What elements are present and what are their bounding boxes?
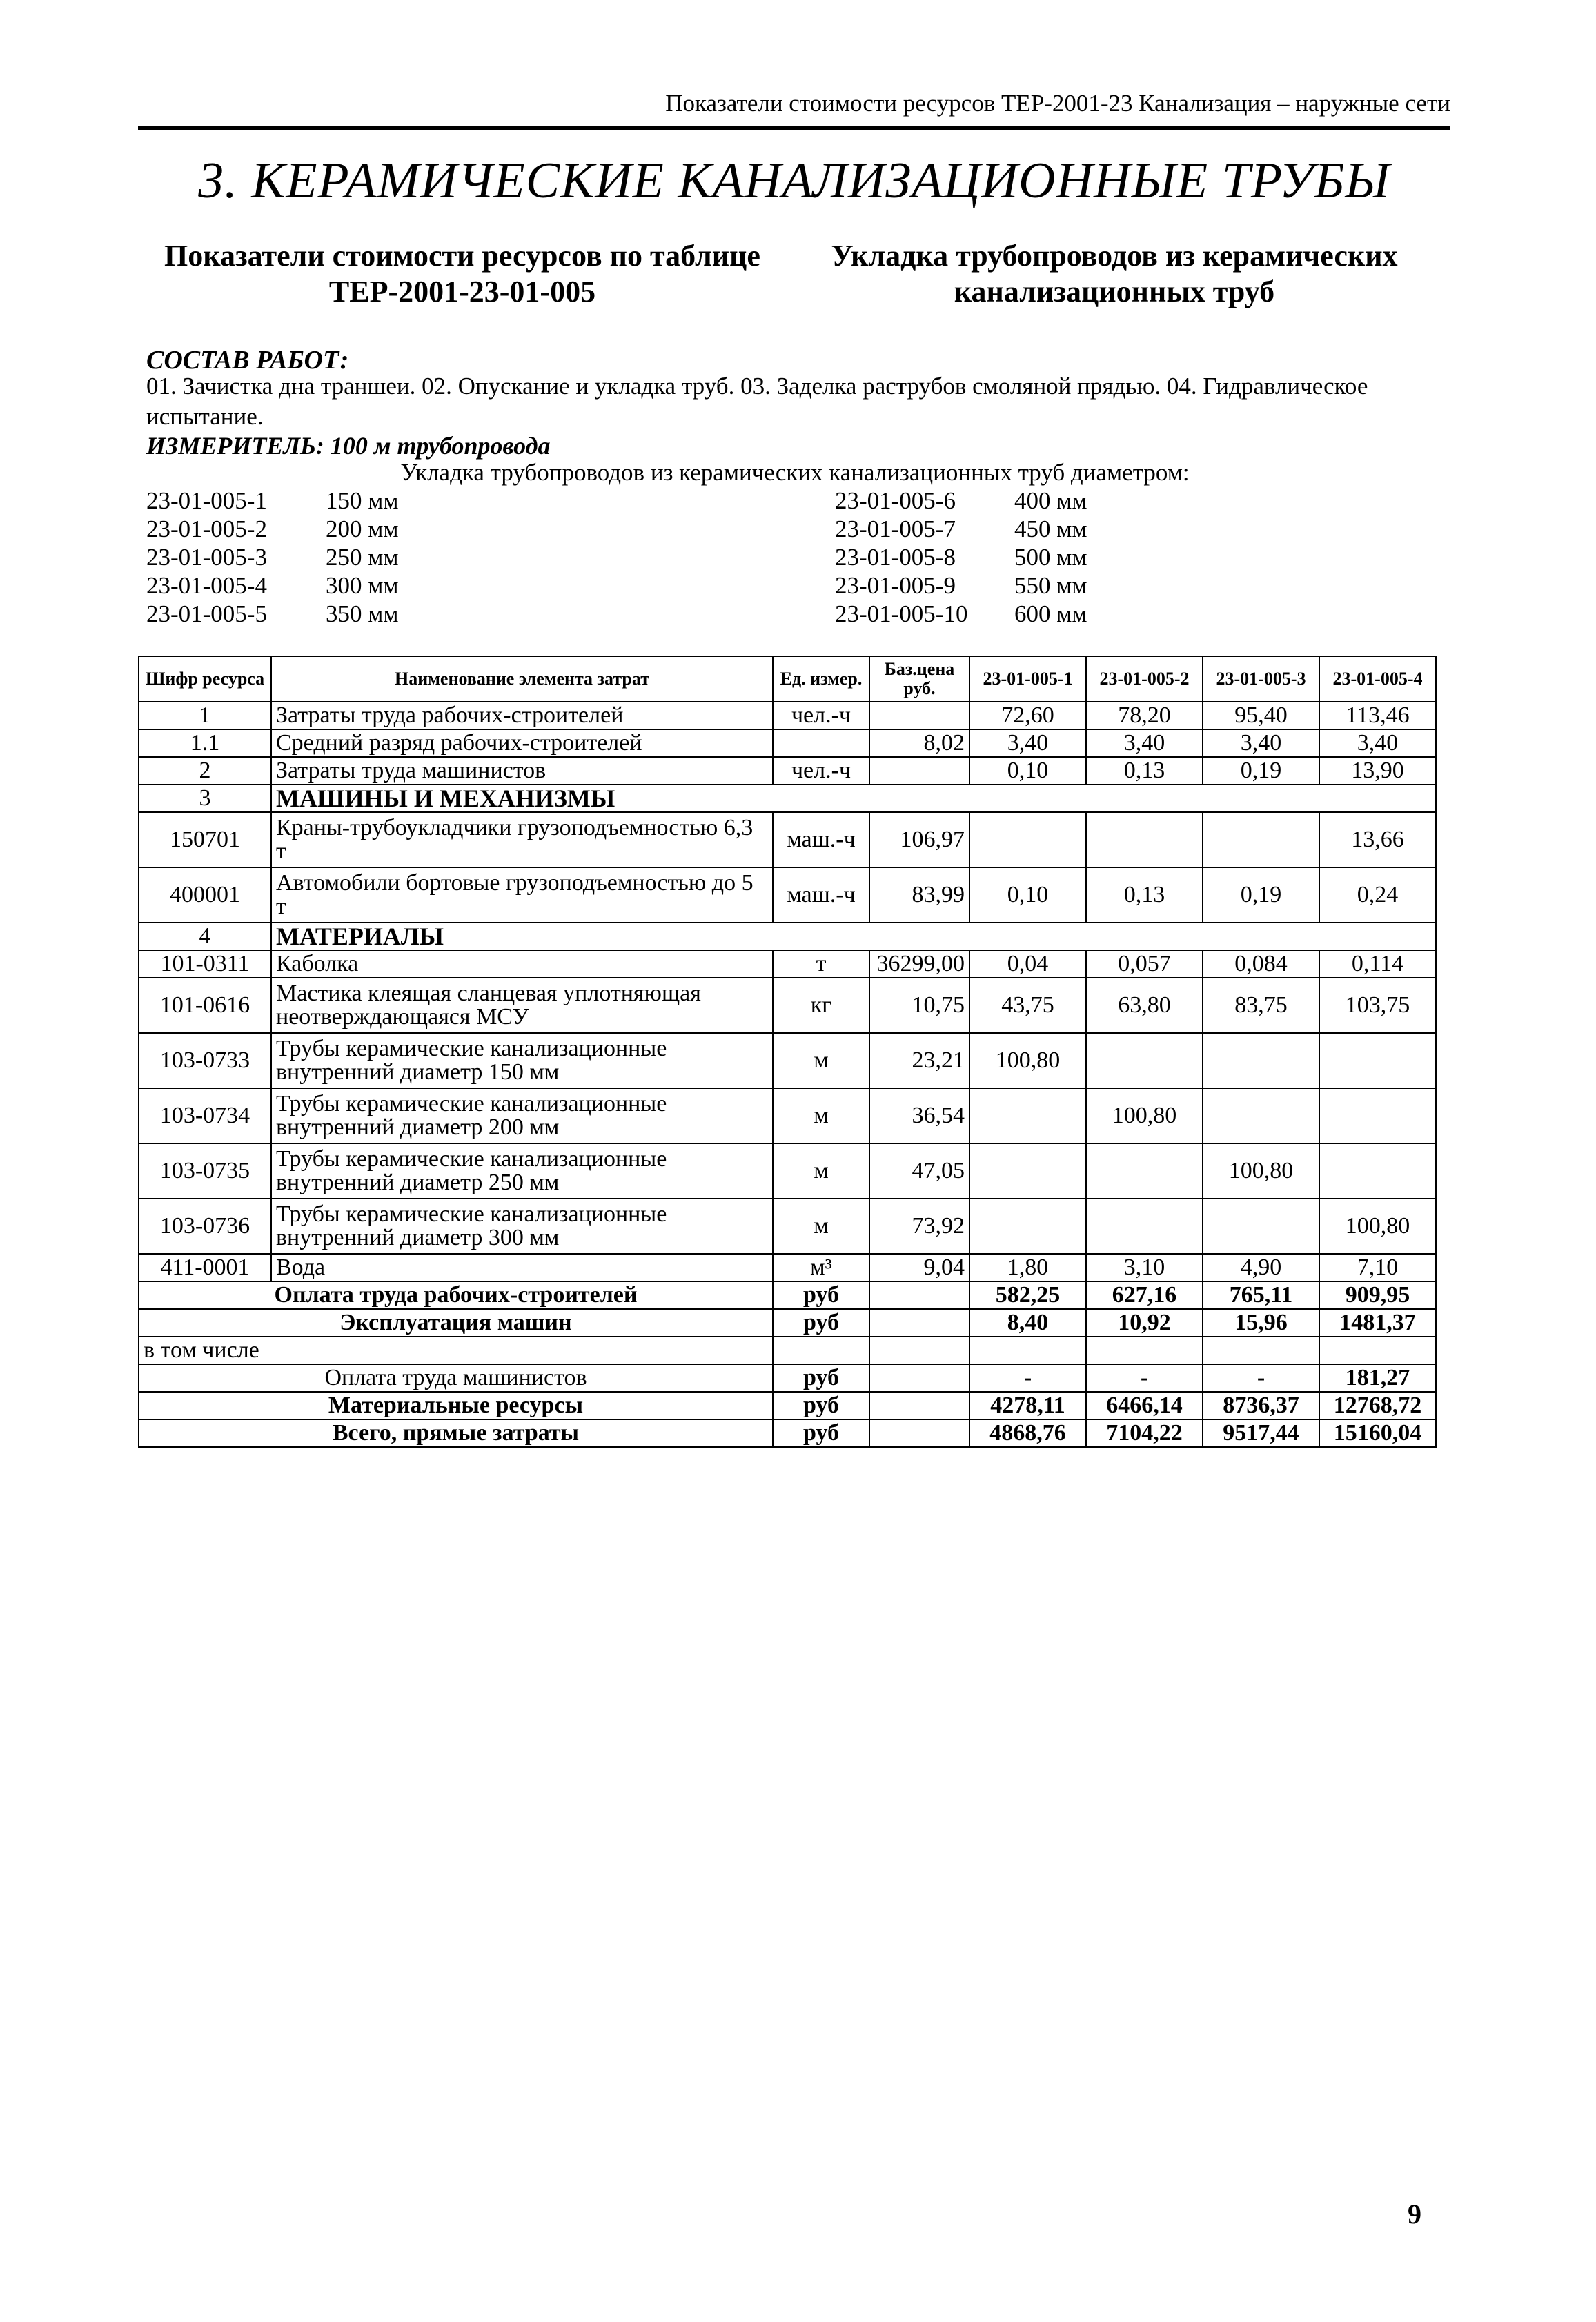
- summary-unit: руб: [773, 1419, 869, 1447]
- resource-code: 101-0311: [139, 950, 271, 978]
- value-cell: 4,90: [1203, 1254, 1319, 1281]
- resource-unit: м: [773, 1143, 869, 1199]
- summary-value: 909,95: [1319, 1281, 1436, 1309]
- summary-value: 10,92: [1086, 1309, 1203, 1337]
- resource-name: Краны-трубоукладчики грузоподъемностью 6,3 т: [271, 812, 773, 867]
- summary-value: 4868,76: [969, 1419, 1086, 1447]
- header-unit: Ед. измер.: [773, 656, 869, 702]
- resource-code: 103-0733: [139, 1033, 271, 1088]
- value-cell: 0,114: [1319, 950, 1436, 978]
- resource-name: Автомобили бортовые грузоподъемностью до 5 т: [271, 867, 773, 923]
- table-header-row: [139, 656, 1436, 702]
- base-price: 10,75: [869, 978, 969, 1033]
- table-row: [139, 702, 1436, 729]
- value-cell: 3,40: [1203, 729, 1319, 757]
- resource-name: Затраты труда рабочих-строителей: [271, 702, 773, 729]
- resource-unit: маш.-ч: [773, 812, 869, 867]
- header-variant-2: 23-01-005-2: [1086, 656, 1203, 702]
- value-cell: 3,40: [1086, 729, 1203, 757]
- empty-cell: [869, 1419, 969, 1447]
- summary-value: [1203, 1337, 1319, 1364]
- resource-name: Мастика клеящая сланцевая уплотняющая неотверждающаяся МСУ: [271, 978, 773, 1033]
- variant-item: [146, 543, 399, 571]
- table-row: [139, 1199, 1436, 1254]
- variant-diameter: 350 мм: [326, 600, 399, 627]
- resource-unit: чел.-ч: [773, 757, 869, 785]
- base-price: 83,99: [869, 867, 969, 923]
- summary-unit: руб: [773, 1281, 869, 1309]
- summary-unit: [773, 1337, 869, 1364]
- variant-code: 23-01-005-10: [835, 600, 968, 627]
- value-cell: 0,19: [1203, 757, 1319, 785]
- header-rule: [138, 126, 1450, 130]
- summary-unit: руб: [773, 1364, 869, 1392]
- section-title: МАТЕРИАЛЫ: [271, 923, 1436, 950]
- table-row: [139, 757, 1436, 785]
- table-row: [139, 978, 1436, 1033]
- value-cell: [1086, 1143, 1203, 1199]
- value-cell: 100,80: [1319, 1199, 1436, 1254]
- variant-code: 23-01-005-5: [146, 600, 267, 627]
- variant-diameter: 150 мм: [326, 487, 399, 514]
- summary-value: -: [1086, 1364, 1203, 1392]
- base-price: [869, 702, 969, 729]
- value-cell: 113,46: [1319, 702, 1436, 729]
- resource-unit: кг: [773, 978, 869, 1033]
- summary-value: 15160,04: [1319, 1419, 1436, 1447]
- value-cell: 3,10: [1086, 1254, 1203, 1281]
- value-cell: 3,40: [969, 729, 1086, 757]
- value-cell: [1319, 1033, 1436, 1088]
- resource-unit: м: [773, 1088, 869, 1143]
- value-cell: 13,66: [1319, 812, 1436, 867]
- section-title: 3. КЕРАМИЧЕСКИЕ КАНАЛИЗАЦИОННЫЕ ТРУБЫ: [198, 152, 1390, 209]
- resource-name: Трубы керамические канализационные внутренний диаметр 150 мм: [271, 1033, 773, 1088]
- table-row: [139, 950, 1436, 978]
- variant-diameter: 550 мм: [1014, 572, 1087, 599]
- summary-label: Оплата труда машинистов: [139, 1364, 773, 1392]
- variant-code: 23-01-005-2: [146, 515, 267, 542]
- empty-cell: [869, 1392, 969, 1419]
- base-price: [869, 757, 969, 785]
- empty-cell: [869, 1364, 969, 1392]
- resource-code: 400001: [139, 867, 271, 923]
- table-row: [139, 867, 1436, 923]
- value-cell: 100,80: [969, 1033, 1086, 1088]
- resource-name: Средний разряд рабочих-строителей: [271, 729, 773, 757]
- value-cell: 7,10: [1319, 1254, 1436, 1281]
- summary-value: 627,16: [1086, 1281, 1203, 1309]
- header-variant-4: 23-01-005-4: [1319, 656, 1436, 702]
- summary-value: [1086, 1337, 1203, 1364]
- variants-list-right: [835, 486, 1087, 628]
- empty-cell: [869, 1281, 969, 1309]
- resource-name: Трубы керамические канализационные внутренний диаметр 200 мм: [271, 1088, 773, 1143]
- value-cell: 0,24: [1319, 867, 1436, 923]
- variant-diameter: 600 мм: [1014, 600, 1087, 627]
- resource-unit: т: [773, 950, 869, 978]
- work-composition-text: 01. Зачистка дна траншеи. 02. Опускание и укладка труб. 03. Заделка раструбов смоляной прядью. 04. Гидравлическое испытание.: [146, 373, 1368, 430]
- value-cell: 100,80: [1203, 1143, 1319, 1199]
- resource-code: 4: [139, 923, 271, 950]
- variant-item: [835, 543, 1087, 571]
- summary-value: 8736,37: [1203, 1392, 1319, 1419]
- summary-value: [1319, 1337, 1436, 1364]
- variant-code: 23-01-005-9: [835, 572, 956, 599]
- variant-item: [835, 600, 1087, 628]
- summary-value: 181,27: [1319, 1364, 1436, 1392]
- value-cell: 0,084: [1203, 950, 1319, 978]
- value-cell: 0,057: [1086, 950, 1203, 978]
- summary-value: 6466,14: [1086, 1392, 1203, 1419]
- resource-code: 103-0734: [139, 1088, 271, 1143]
- variant-diameter: 250 мм: [326, 544, 399, 571]
- summary-label: Оплата труда рабочих-строителей: [139, 1281, 773, 1309]
- summary-row: [139, 1419, 1436, 1447]
- base-price: 23,21: [869, 1033, 969, 1088]
- summary-value: 1481,37: [1319, 1309, 1436, 1337]
- resource-unit: маш.-ч: [773, 867, 869, 923]
- header-price: Баз.цена руб.: [869, 656, 969, 702]
- summary-value: 8,40: [969, 1309, 1086, 1337]
- summary-label: Материальные ресурсы: [139, 1392, 773, 1419]
- value-cell: 0,04: [969, 950, 1086, 978]
- base-price: 36299,00: [869, 950, 969, 978]
- value-cell: [969, 1143, 1086, 1199]
- table-row: [139, 729, 1436, 757]
- value-cell: 63,80: [1086, 978, 1203, 1033]
- value-cell: 78,20: [1086, 702, 1203, 729]
- value-cell: [969, 1199, 1086, 1254]
- value-cell: 0,19: [1203, 867, 1319, 923]
- value-cell: 0,13: [1086, 867, 1203, 923]
- value-cell: 0,10: [969, 867, 1086, 923]
- summary-row: [139, 1392, 1436, 1419]
- value-cell: 0,10: [969, 757, 1086, 785]
- summary-row: [139, 1364, 1436, 1392]
- base-price: 8,02: [869, 729, 969, 757]
- summary-value: 12768,72: [1319, 1392, 1436, 1419]
- resource-unit: м³: [773, 1254, 869, 1281]
- summary-value: -: [1203, 1364, 1319, 1392]
- summary-label: Всего, прямые затраты: [139, 1419, 773, 1447]
- table-row: [139, 1143, 1436, 1199]
- variant-item: [146, 571, 399, 600]
- subtitle-right-line1: Укладка трубопроводов из керамических: [831, 239, 1398, 273]
- summary-row: [139, 1337, 1436, 1364]
- base-price: 36,54: [869, 1088, 969, 1143]
- summary-unit: руб: [773, 1392, 869, 1419]
- value-cell: 3,40: [1319, 729, 1436, 757]
- summary-label: в том числе: [139, 1337, 773, 1364]
- variant-diameter: 300 мм: [326, 572, 399, 599]
- variant-code: 23-01-005-1: [146, 487, 267, 514]
- resource-name: Каболка: [271, 950, 773, 978]
- variant-item: [146, 515, 399, 543]
- summary-row: [139, 1309, 1436, 1337]
- summary-value: 15,96: [1203, 1309, 1319, 1337]
- work-composition-heading: СОСТАВ РАБОТ:: [146, 346, 349, 375]
- table-row: [139, 1254, 1436, 1281]
- header-variant-3: 23-01-005-3: [1203, 656, 1319, 702]
- resource-code: 101-0616: [139, 978, 271, 1033]
- variant-diameter: 200 мм: [326, 515, 399, 542]
- subtitle-left-line1: Показатели стоимости ресурсов по таблице: [164, 239, 760, 273]
- resource-code: 2: [139, 757, 271, 785]
- resource-unit: м: [773, 1033, 869, 1088]
- resource-unit: чел.-ч: [773, 702, 869, 729]
- section-row: [139, 923, 1436, 950]
- summary-value: 9517,44: [1203, 1419, 1319, 1447]
- value-cell: 103,75: [1319, 978, 1436, 1033]
- summary-value: 4278,11: [969, 1392, 1086, 1419]
- resource-cost-table: [138, 656, 1437, 1448]
- summary-value: [969, 1337, 1086, 1364]
- measurement-unit: ИЗМЕРИТЕЛЬ: 100 м трубопровода: [146, 432, 551, 460]
- resource-unit: [773, 729, 869, 757]
- variant-diameter: 500 мм: [1014, 544, 1087, 571]
- value-cell: [1319, 1088, 1436, 1143]
- value-cell: 43,75: [969, 978, 1086, 1033]
- variant-code: 23-01-005-7: [835, 515, 956, 542]
- variant-code: 23-01-005-4: [146, 572, 267, 599]
- page-number: 9: [1408, 2198, 1421, 2230]
- header-name: Наименование элемента затрат: [271, 656, 773, 702]
- variants-caption: Укладка трубопроводов из керамических канализационных труб диаметром:: [400, 459, 1190, 486]
- value-cell: 95,40: [1203, 702, 1319, 729]
- variant-code: 23-01-005-6: [835, 487, 956, 514]
- summary-value: 765,11: [1203, 1281, 1319, 1309]
- value-cell: 1,80: [969, 1254, 1086, 1281]
- section-title: МАШИНЫ И МЕХАНИЗМЫ: [271, 785, 1436, 812]
- value-cell: [1203, 1088, 1319, 1143]
- summary-unit: руб: [773, 1309, 869, 1337]
- value-cell: [1086, 812, 1203, 867]
- variant-item: [146, 486, 399, 515]
- resource-name: Трубы керамические канализационные внутренний диаметр 250 мм: [271, 1143, 773, 1199]
- resource-code: 150701: [139, 812, 271, 867]
- variants-list-left: [146, 486, 399, 628]
- value-cell: [1086, 1199, 1203, 1254]
- resource-code: 103-0736: [139, 1199, 271, 1254]
- resource-code: 411-0001: [139, 1254, 271, 1281]
- base-price: 73,92: [869, 1199, 969, 1254]
- value-cell: [1203, 1199, 1319, 1254]
- base-price: 106,97: [869, 812, 969, 867]
- summary-label: Эксплуатация машин: [139, 1309, 773, 1337]
- variant-item: [835, 515, 1087, 543]
- value-cell: [1203, 1033, 1319, 1088]
- variant-code: 23-01-005-8: [835, 544, 956, 571]
- value-cell: 0,13: [1086, 757, 1203, 785]
- summary-row: [139, 1281, 1436, 1309]
- base-price: 47,05: [869, 1143, 969, 1199]
- resource-code: 1: [139, 702, 271, 729]
- value-cell: 72,60: [969, 702, 1086, 729]
- variant-diameter: 450 мм: [1014, 515, 1087, 542]
- empty-cell: [869, 1309, 969, 1337]
- resource-name: Трубы керамические канализационные внутренний диаметр 300 мм: [271, 1199, 773, 1254]
- section-row: [139, 785, 1436, 812]
- variant-diameter: 400 мм: [1014, 487, 1087, 514]
- subtitle-right-line2: канализационных труб: [954, 275, 1275, 308]
- header-variant-1: 23-01-005-1: [969, 656, 1086, 702]
- header-code: Шифр ресурса: [139, 656, 271, 702]
- value-cell: [1086, 1033, 1203, 1088]
- table-row: [139, 1088, 1436, 1143]
- variant-code: 23-01-005-3: [146, 544, 267, 571]
- subtitle-left-line2: ТЕР-2001-23-01-005: [328, 275, 596, 308]
- variant-item: [835, 571, 1087, 600]
- resource-unit: м: [773, 1199, 869, 1254]
- resource-code: 1.1: [139, 729, 271, 757]
- value-cell: 100,80: [1086, 1088, 1203, 1143]
- variant-item: [835, 486, 1087, 515]
- summary-value: 582,25: [969, 1281, 1086, 1309]
- value-cell: [969, 812, 1086, 867]
- table-row: [139, 1033, 1436, 1088]
- base-price: 9,04: [869, 1254, 969, 1281]
- summary-value: 7104,22: [1086, 1419, 1203, 1447]
- variant-item: [146, 600, 399, 628]
- value-cell: [1203, 812, 1319, 867]
- table-row: [139, 812, 1436, 867]
- running-header: Показатели стоимости ресурсов ТЕР-2001-23 Канализация – наружные сети: [665, 90, 1450, 117]
- value-cell: 13,90: [1319, 757, 1436, 785]
- subtitle-table-reference: [141, 238, 783, 310]
- resource-name: Затраты труда машинистов: [271, 757, 773, 785]
- summary-value: -: [969, 1364, 1086, 1392]
- empty-cell: [869, 1337, 969, 1364]
- resource-code: 103-0735: [139, 1143, 271, 1199]
- value-cell: [969, 1088, 1086, 1143]
- resource-code: 3: [139, 785, 271, 812]
- value-cell: 83,75: [1203, 978, 1319, 1033]
- resource-name: Вода: [271, 1254, 773, 1281]
- subtitle-table-name: [794, 238, 1435, 310]
- value-cell: [1319, 1143, 1436, 1199]
